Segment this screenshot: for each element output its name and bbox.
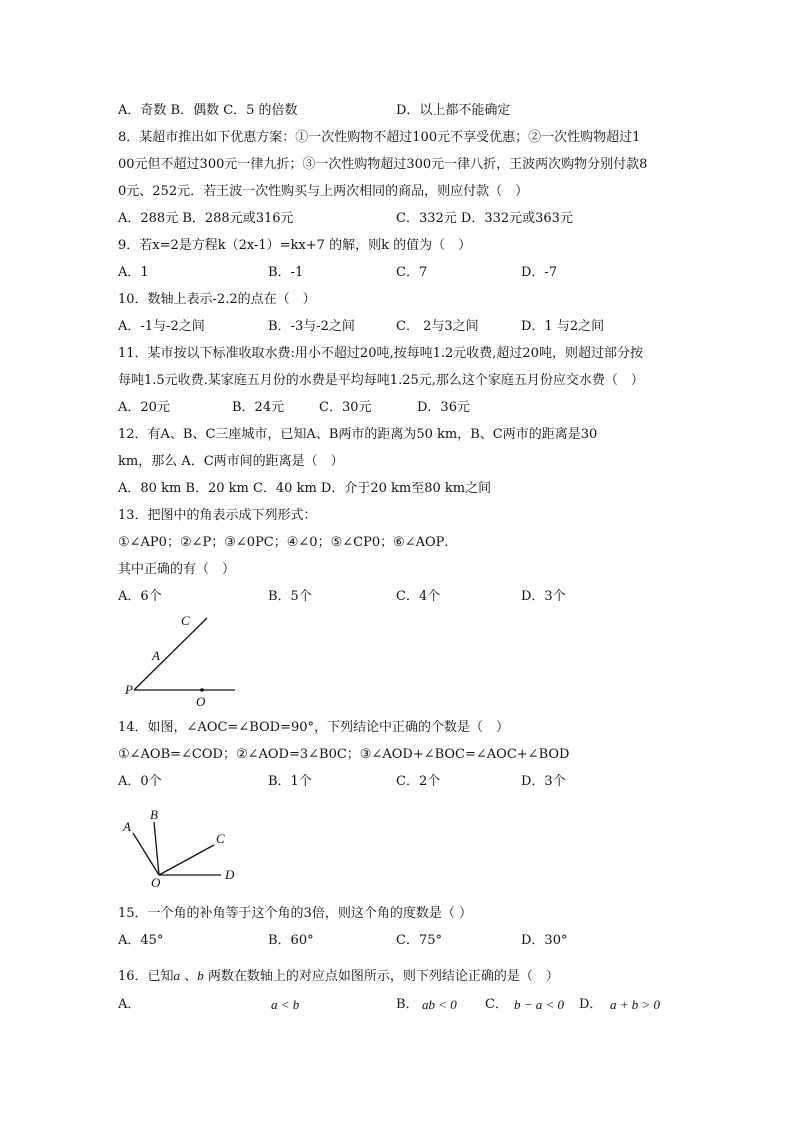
q14-option-b: B．1个 <box>268 774 312 789</box>
q15-option-d: D．30° <box>521 933 568 948</box>
q16-sep: 、 <box>180 969 198 984</box>
q10-option-b: B．-3与-2之间 <box>268 319 355 334</box>
q14-label-d: D <box>225 867 235 882</box>
q16-option-c-label: C． <box>485 997 508 1012</box>
q12-line-1: 12．有A、B、C三座城市，已知A、B两市的距离为50 km，B、C两市的距离是30 <box>118 427 598 442</box>
q13-label-p: P <box>125 682 133 697</box>
q10-option-a: A．-1与-2之间 <box>118 319 205 334</box>
q13-line-2: ①∠AP0；②∠P；③∠0PC；④∠0；⑤∠CP0；⑥∠AOP． <box>118 535 458 550</box>
q14-label-b: B <box>150 807 158 822</box>
q9-option-c: C．7 <box>396 265 428 280</box>
q13-option-b: B．5个 <box>268 589 312 604</box>
q13-label-c: C <box>181 613 190 628</box>
q16-var-b: b <box>197 968 204 983</box>
q11-option-d: D．36元 <box>417 400 470 415</box>
q9-question: 9．若x=2是方程k（2x-1）=kx+7 的解，则k 的值为（ ） <box>118 238 472 253</box>
q8-line-2: 00元但不超过300元一律九折；③一次性购物超过300元一律八折，王波两次购物分别付款8 <box>118 157 648 172</box>
q13-ray-pc <box>134 618 207 690</box>
q16-question <box>118 968 559 985</box>
q14-angle-figure <box>118 805 248 895</box>
q16-text-pre: 16．已知 <box>118 969 174 984</box>
q14-option-d: D．3个 <box>521 774 566 789</box>
q11-option-c: C．30元 <box>319 400 372 415</box>
q16-option-a-label: A． <box>118 997 141 1012</box>
q13-option-d: D．3个 <box>521 589 566 604</box>
q13-label-o: O <box>196 694 206 709</box>
q14-label-c: C <box>216 831 225 846</box>
q11-line-1: 11．某市按以下标准收取水费:用小不超过20吨,按每吨1.2元收费,超过20吨，则超过部分按 <box>118 346 643 361</box>
q14-option-c: C．2个 <box>396 774 441 789</box>
q9-option-d: D．-7 <box>521 265 558 280</box>
q10-question: 10．数轴上表示-2.2的点在（ ） <box>118 292 316 307</box>
q11-option-a: A．20元 <box>118 400 170 415</box>
q15-question: 15．一个角的补角等于这个角的3倍，则这个角的度数是（ ） <box>118 906 472 921</box>
q15-option-c: C．75° <box>396 933 442 948</box>
q7-options-abc: A．奇数 B．偶数 C．5 的倍数 <box>118 103 298 118</box>
q14-line-2: ①∠AOB=∠COD；②∠AOD=3∠B0C；③∠AOD+∠BOC=∠AOC+∠BOD <box>118 747 570 762</box>
q11-option-b: B．24元 <box>232 400 285 415</box>
q13-label-a: A <box>152 648 160 663</box>
q16-option-d-expr: a + b > 0 <box>610 997 661 1012</box>
q10-option-d: D．1 与2之间 <box>521 319 605 334</box>
q7-option-d: D．以上都不能确定 <box>396 103 511 118</box>
q14-label-a: A <box>123 819 131 834</box>
q16-option-b-expr: ab < 0 <box>422 997 457 1012</box>
q11-line-2: 每吨1.5元收费.某家庭五月份的水费是平均每吨1.25元,那么这个家庭五月份应交水费（ ） <box>118 373 644 388</box>
q16-text-post: 两数在数轴上的对应点如图所示，则下列结论正确的是（ ） <box>203 969 559 984</box>
q14-ray-oc <box>159 845 214 875</box>
q13-option-a: A．6个 <box>118 589 162 604</box>
q13-option-c: C．4个 <box>396 589 441 604</box>
q16-option-a-expr: a < b <box>271 997 300 1012</box>
q13-line-3: 其中正确的有（ ） <box>118 562 236 577</box>
q14-label-o: O <box>151 875 161 890</box>
q8-options-ab: A．288元 B．288元或316元 <box>118 211 294 226</box>
q9-option-b: B．-1 <box>268 265 304 280</box>
q15-option-a: A．45° <box>118 933 164 948</box>
q13-line-1: 13．把图中的角表示成下列形式： <box>118 508 317 523</box>
q10-option-c: C． 2与3之间 <box>396 319 479 334</box>
q13-angle-figure <box>118 610 248 710</box>
q16-var-a: a <box>173 968 181 983</box>
q13-point-o <box>200 688 204 692</box>
q16-option-c-expr: b − a < 0 <box>514 997 565 1012</box>
q12-line-2: km，那么 A．C两市间的距离是（ ） <box>118 454 344 469</box>
q14-option-a: A．0个 <box>118 774 162 789</box>
q9-option-a: A．1 <box>118 265 149 280</box>
q8-options-cd: C．332元 D．332元或363元 <box>396 211 573 226</box>
q16-option-b-label: B． <box>396 997 419 1012</box>
q12-options: A．80 km B．20 km C．40 km D．介于20 km至80 km之间 <box>118 481 492 496</box>
q16-option-d-label: D． <box>579 997 603 1012</box>
q14-line-1: 14．如图，∠AOC=∠BOD=90°，下列结论中正确的个数是（ ） <box>118 720 510 735</box>
q8-line-3: 0元、252元．若王波一次性购买与上两次相同的商品，则应付款（ ） <box>118 184 529 199</box>
q15-option-b: B．60° <box>268 933 314 948</box>
q8-line-1: 8．某超市推出如下优惠方案：①一次性购物不超过100元不享受优惠；②一次性购物超过1 <box>118 130 641 145</box>
